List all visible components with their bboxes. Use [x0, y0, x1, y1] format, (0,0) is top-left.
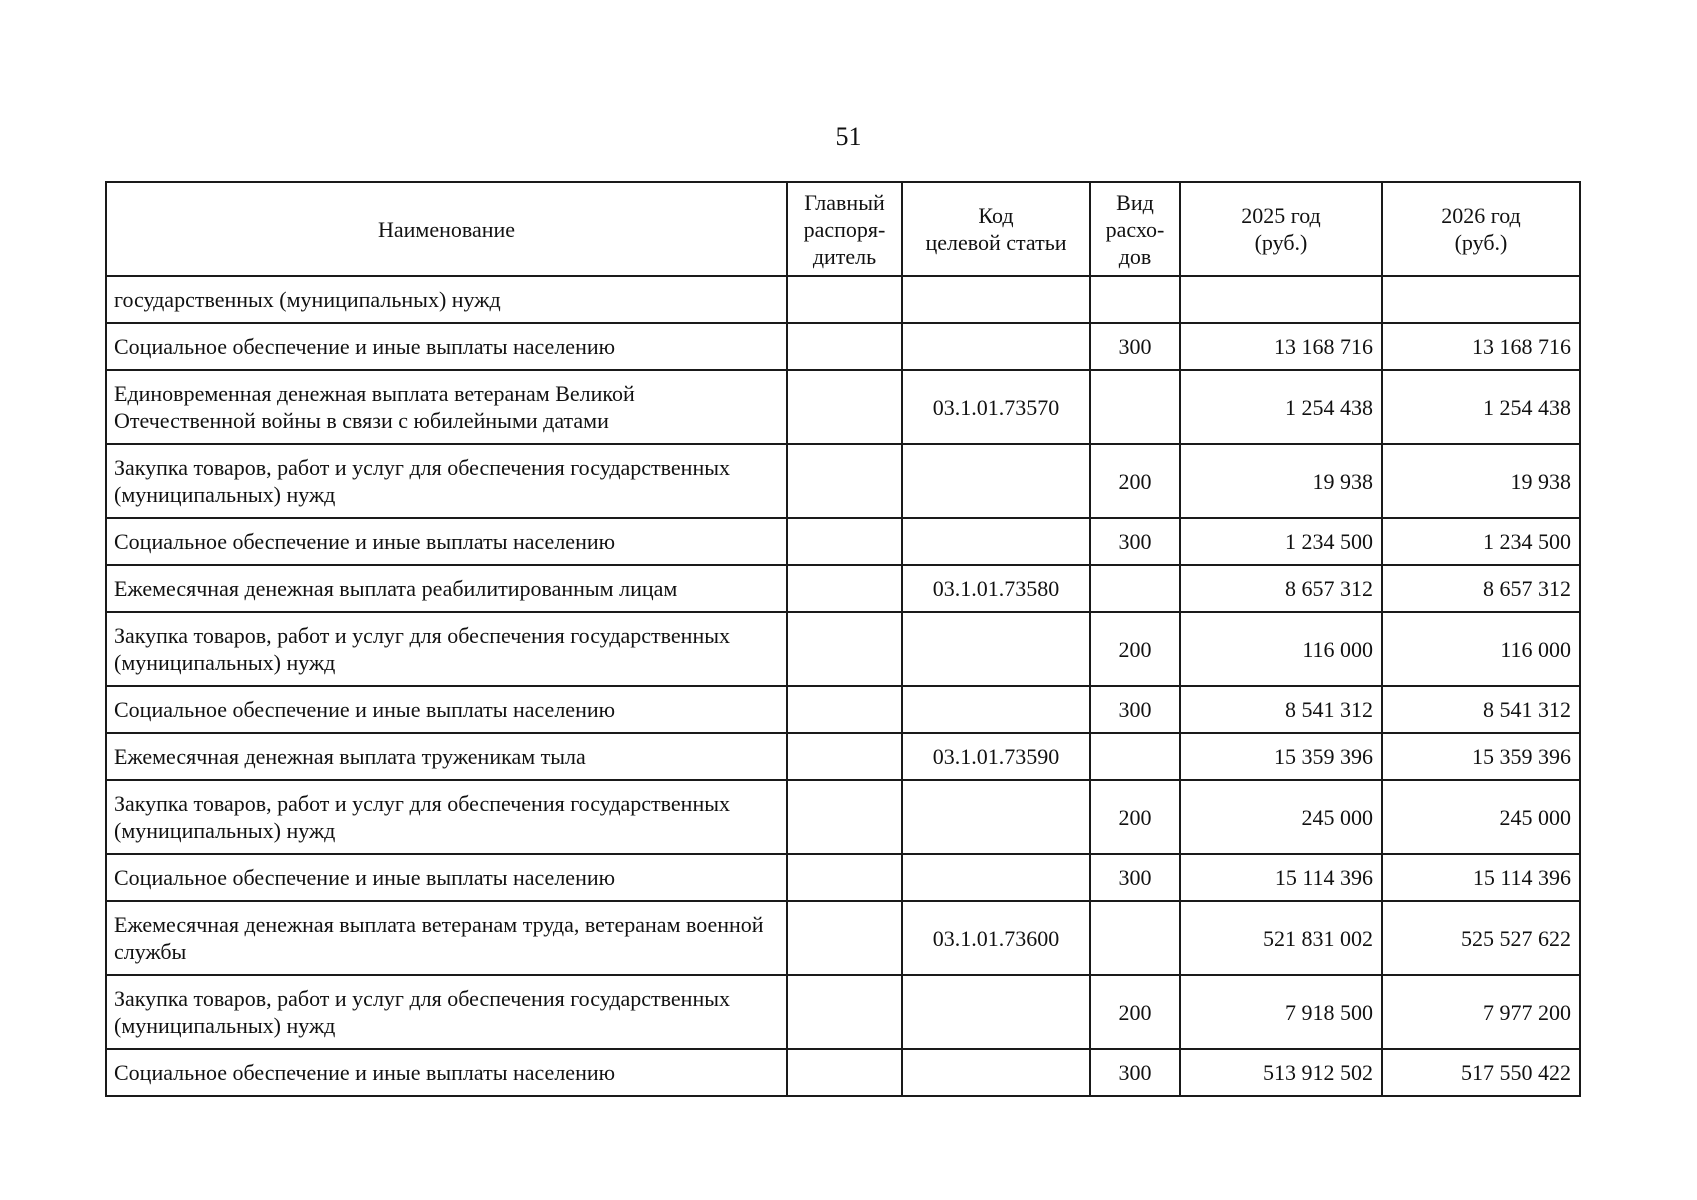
cell-code: [902, 854, 1090, 901]
header-code-label: Код целевой статьи: [925, 203, 1067, 255]
header-type-label: Вид расхо- дов: [1105, 189, 1165, 269]
cell-manager: [787, 975, 902, 1049]
cell-code: [902, 518, 1090, 565]
cell-name: Социальное обеспечение и иные выплаты населению: [106, 518, 787, 565]
header-name-label: Наименование: [377, 216, 516, 242]
cell-2026: [1382, 276, 1580, 323]
cell-2026: 8 657 312: [1382, 565, 1580, 612]
cell-name: Ежемесячная денежная выплата реабилитированным лицам: [106, 565, 787, 612]
cell-code: 03.1.01.73590: [902, 733, 1090, 780]
header-type: [1090, 182, 1180, 276]
table-header-row: [106, 182, 1580, 276]
table-row: [106, 975, 1580, 1049]
cell-type: 300: [1090, 518, 1180, 565]
budget-table: [105, 181, 1581, 1097]
cell-2026: 15 359 396: [1382, 733, 1580, 780]
cell-2025: 8 657 312: [1180, 565, 1382, 612]
cell-code: [902, 975, 1090, 1049]
cell-type: 300: [1090, 1049, 1180, 1096]
table-row: [106, 370, 1580, 444]
cell-manager: [787, 901, 902, 975]
cell-2025: 15 114 396: [1180, 854, 1382, 901]
cell-manager: [787, 780, 902, 854]
cell-name: Социальное обеспечение и иные выплаты населению: [106, 854, 787, 901]
table-row: [106, 780, 1580, 854]
cell-2025: 19 938: [1180, 444, 1382, 518]
cell-code: [902, 612, 1090, 686]
cell-code: [902, 276, 1090, 323]
cell-name: Закупка товаров, работ и услуг для обеспечения государственных (муниципальных) нужд: [106, 780, 787, 854]
header-name: [106, 182, 787, 276]
cell-name: Закупка товаров, работ и услуг для обеспечения государственных (муниципальных) нужд: [106, 444, 787, 518]
header-2025-label: 2025 год (руб.): [1241, 203, 1321, 255]
table-row: [106, 444, 1580, 518]
page-number: 51: [835, 122, 862, 151]
cell-manager: [787, 518, 902, 565]
cell-manager: [787, 612, 902, 686]
cell-name: Закупка товаров, работ и услуг для обеспечения государственных (муниципальных) нужд: [106, 975, 787, 1049]
cell-2026: 8 541 312: [1382, 686, 1580, 733]
cell-type: 200: [1090, 612, 1180, 686]
header-manager: [787, 182, 902, 276]
cell-name: Социальное обеспечение и иные выплаты населению: [106, 1049, 787, 1096]
table-row: [106, 854, 1580, 901]
cell-2026: 517 550 422: [1382, 1049, 1580, 1096]
table-row: [106, 686, 1580, 733]
cell-name: Социальное обеспечение и иные выплаты населению: [106, 323, 787, 370]
cell-2025: 245 000: [1180, 780, 1382, 854]
cell-name: Социальное обеспечение и иные выплаты населению: [106, 686, 787, 733]
cell-type: 200: [1090, 444, 1180, 518]
cell-name: Закупка товаров, работ и услуг для обеспечения государственных (муниципальных) нужд: [106, 612, 787, 686]
cell-type: 300: [1090, 323, 1180, 370]
cell-name: государственных (муниципальных) нужд: [106, 276, 787, 323]
cell-type: 300: [1090, 854, 1180, 901]
cell-type: [1090, 901, 1180, 975]
cell-2025: 15 359 396: [1180, 733, 1382, 780]
cell-manager: [787, 323, 902, 370]
header-2026: [1382, 182, 1580, 276]
cell-code: [902, 1049, 1090, 1096]
cell-name: Ежемесячная денежная выплата труженикам тыла: [106, 733, 787, 780]
cell-2026: 525 527 622: [1382, 901, 1580, 975]
cell-2026: 7 977 200: [1382, 975, 1580, 1049]
cell-code: [902, 323, 1090, 370]
table-body: [106, 276, 1580, 1096]
header-2025: [1180, 182, 1382, 276]
table-row: [106, 518, 1580, 565]
table-row: [106, 901, 1580, 975]
cell-2026: 1 254 438: [1382, 370, 1580, 444]
cell-manager: [787, 370, 902, 444]
cell-type: [1090, 733, 1180, 780]
cell-manager: [787, 854, 902, 901]
cell-code: [902, 686, 1090, 733]
cell-2025: 13 168 716: [1180, 323, 1382, 370]
table-row: [106, 612, 1580, 686]
cell-manager: [787, 686, 902, 733]
cell-2025: 7 918 500: [1180, 975, 1382, 1049]
table-row: [106, 323, 1580, 370]
cell-2026: 19 938: [1382, 444, 1580, 518]
cell-2026: 116 000: [1382, 612, 1580, 686]
cell-manager: [787, 1049, 902, 1096]
cell-2025: 521 831 002: [1180, 901, 1382, 975]
cell-type: 300: [1090, 686, 1180, 733]
table-row: [106, 565, 1580, 612]
cell-2026: 1 234 500: [1382, 518, 1580, 565]
cell-manager: [787, 565, 902, 612]
cell-type: [1090, 565, 1180, 612]
cell-code: [902, 444, 1090, 518]
cell-type: 200: [1090, 975, 1180, 1049]
cell-manager: [787, 276, 902, 323]
cell-type: [1090, 276, 1180, 323]
header-code: [902, 182, 1090, 276]
cell-2025: 513 912 502: [1180, 1049, 1382, 1096]
cell-code: 03.1.01.73580: [902, 565, 1090, 612]
cell-2026: 15 114 396: [1382, 854, 1580, 901]
cell-2025: 1 234 500: [1180, 518, 1382, 565]
cell-manager: [787, 444, 902, 518]
cell-type: [1090, 370, 1180, 444]
cell-name: Единовременная денежная выплата ветеранам Великой Отечественной войны в связи с юбилейными датами: [106, 370, 787, 444]
cell-2026: 13 168 716: [1382, 323, 1580, 370]
cell-2025: [1180, 276, 1382, 323]
cell-2026: 245 000: [1382, 780, 1580, 854]
table-row: [106, 733, 1580, 780]
header-2026-label: 2026 год (руб.): [1441, 203, 1521, 255]
cell-2025: 1 254 438: [1180, 370, 1382, 444]
cell-manager: [787, 733, 902, 780]
table-row: [106, 276, 1580, 323]
cell-2025: 116 000: [1180, 612, 1382, 686]
cell-code: [902, 780, 1090, 854]
cell-code: 03.1.01.73570: [902, 370, 1090, 444]
cell-type: 200: [1090, 780, 1180, 854]
cell-name: Ежемесячная денежная выплата ветеранам труда, ветеранам военной службы: [106, 901, 787, 975]
header-manager-label: Главный распоря- дитель: [803, 189, 886, 269]
cell-code: 03.1.01.73600: [902, 901, 1090, 975]
cell-2025: 8 541 312: [1180, 686, 1382, 733]
table-row: [106, 1049, 1580, 1096]
